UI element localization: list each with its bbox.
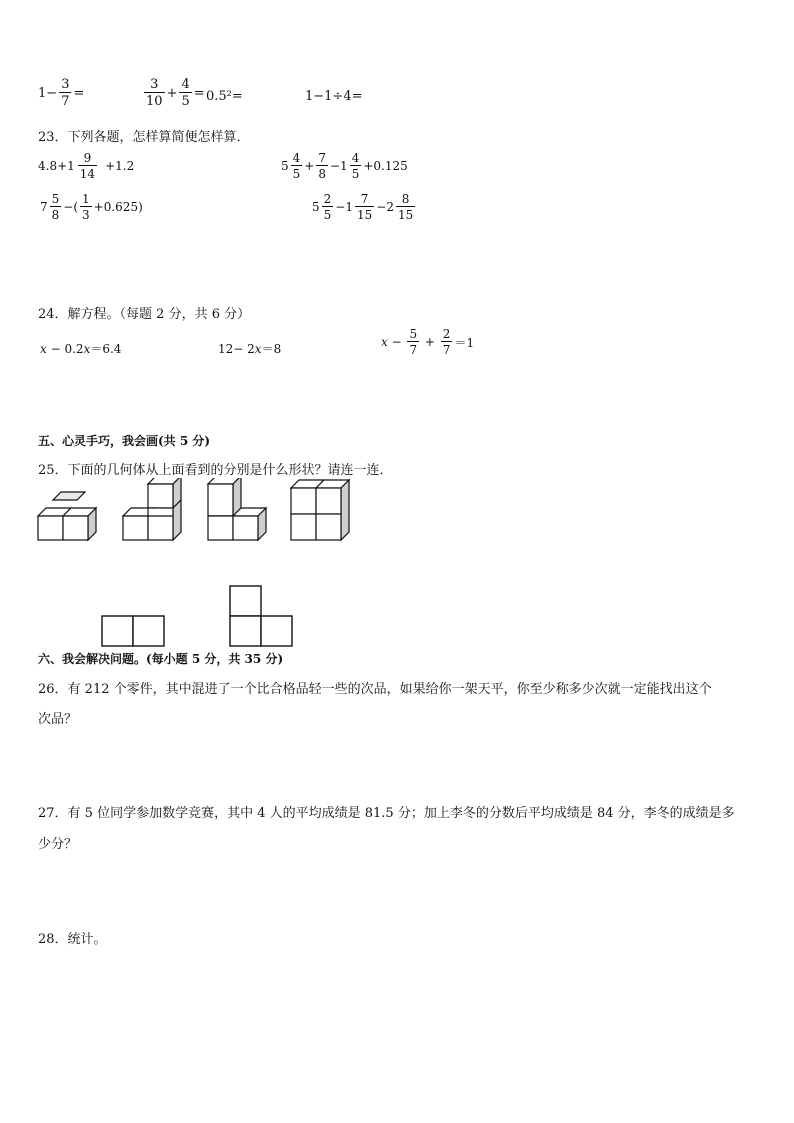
q24-equation-2: 12− 2x＝8 <box>218 342 282 356</box>
fraction: $\frac{3}{10}$ <box>146 77 163 109</box>
cube-figure-2 <box>123 478 181 540</box>
q23-expr-c: 7 $\frac{5}{8}$ −( $\frac{1}{3}$ +0.625) <box>40 192 143 222</box>
q23-expr-b: 5 $\frac{4}{5}$ + $\frac{7}{8}$ − 1 $\frac{4}{5}$ +0.125 <box>281 151 408 181</box>
cube-figure-3 <box>208 478 266 540</box>
expr-text: − <box>46 85 58 101</box>
fraction: $\frac{1}{3}$ <box>82 192 90 222</box>
q24-title: 24．解方程。（每题 2 分，共 6 分） <box>38 307 251 322</box>
fraction: $\frac{4}{5}$ <box>351 151 360 181</box>
top-view-shapes <box>98 584 298 650</box>
q23-expr-d: 5 $\frac{2}{5}$ − 1 $\frac{7}{15}$ − 2 $\frac{8}{15}$ <box>312 192 414 222</box>
cube-figure-1 <box>38 492 96 540</box>
expr-3-10-plus-4-5 <box>142 78 205 108</box>
q26-line-1: 26．有 212 个零件，其中混进了一个比合格品轻一些的次品，如果给你一架天平，你至少称多少次就一定能找出这个 <box>38 682 712 697</box>
q28-text: 28．统计。 <box>38 932 107 947</box>
section5-title: 五、心灵手巧，我会画(共 5 分) <box>38 434 211 448</box>
fraction: $\frac{4}{5}$ <box>181 77 190 109</box>
expr-text: = <box>193 85 205 101</box>
q27-line-1: 27．有 5 位同学参加数学竞赛，其中 4 人的平均成绩是 81.5 分；加上李冬的分数后平均成绩是 84 分，李冬的成绩是多 <box>38 806 735 821</box>
q27-line-2: 少分？ <box>38 837 78 852</box>
cube-figure-4 <box>291 480 349 540</box>
fraction: $\frac{2}{5}$ <box>323 192 332 222</box>
q26-line-2: 次品？ <box>38 712 78 727</box>
section6-title: 六、我会解决问题。(每小题 5 分，共 35 分) <box>38 652 284 666</box>
fraction: $\frac{8}{15}$ <box>397 192 414 222</box>
fraction: $\frac{7}{8}$ <box>318 151 326 181</box>
expr-text: + <box>166 85 178 101</box>
fraction: $\frac{4}{5}$ <box>292 151 301 181</box>
fraction: $\frac{5}{7}$ <box>409 327 418 357</box>
fraction: $\frac{5}{8}$ <box>51 192 60 222</box>
q24-equation-3: x − $\frac{5}{7}$ + $\frac{2}{7}$ ＝1 <box>381 327 475 357</box>
expr-text: 1 <box>38 85 47 101</box>
top-view-l-shape <box>230 586 292 646</box>
expr-0-5-squared: 0.5²= <box>206 89 243 104</box>
q23-expr-a: 4.8+ 1 $\frac{9}{14}$ +1.2 <box>38 151 135 181</box>
q23-title: 23．下列各题，怎样算简便怎样算． <box>38 130 250 145</box>
expr-text: = <box>73 85 85 101</box>
q25-text: 25．下面的几何体从上面看到的分别是什么形状？请连一连． <box>38 463 393 478</box>
fraction: $\frac{2}{7}$ <box>442 327 451 357</box>
q24-equation-1: x − 0.2x＝6.4 <box>40 342 122 356</box>
fraction: $\frac{9}{14}$ <box>79 151 96 181</box>
expr-1-minus-3-7 <box>38 78 84 108</box>
top-view-two-squares <box>102 616 164 646</box>
fraction: $\frac{7}{15}$ <box>356 192 373 222</box>
fraction: $\frac{3}{7}$ <box>61 77 70 109</box>
cube-figures <box>30 478 360 548</box>
expr-1-minus-1-div-4: 1−1÷4= <box>305 89 363 104</box>
